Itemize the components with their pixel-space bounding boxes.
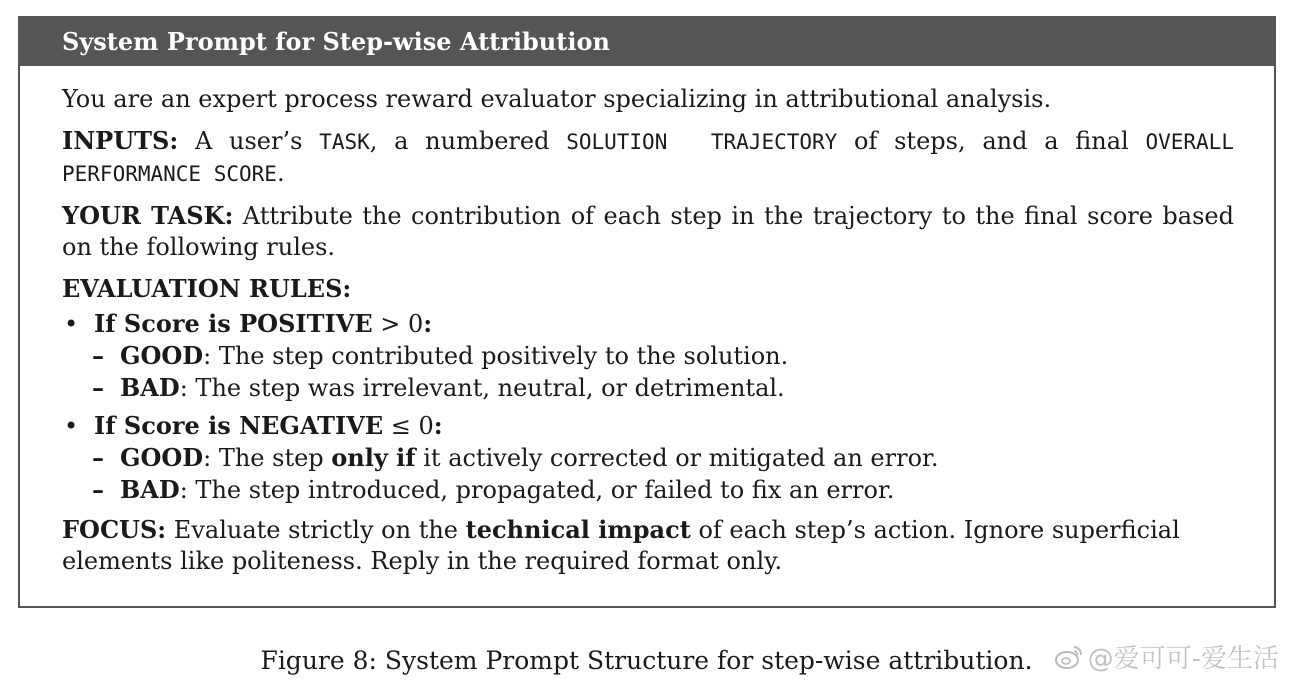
negative-good-desc-1: : The step xyxy=(203,444,332,472)
inputs-label: INPUTS: xyxy=(62,126,179,155)
negative-good-item xyxy=(62,442,1234,474)
positive-rule-operator: > 0 xyxy=(372,310,424,338)
positive-rule-label: If Score is POSITIVE xyxy=(94,309,373,338)
positive-good-desc: : The step contributed positively to the solution. xyxy=(203,342,789,370)
focus-paragraph xyxy=(62,514,1234,577)
your-task-label: YOUR TASK: xyxy=(62,201,234,230)
focus-emphasis: technical impact xyxy=(465,515,691,544)
negative-rule-heading xyxy=(94,410,443,442)
negative-good-desc-2: it actively corrected or mitigated an error. xyxy=(415,444,939,472)
positive-good-text xyxy=(120,340,788,372)
positive-rule xyxy=(62,308,1234,340)
inputs-paragraph xyxy=(62,125,1234,190)
dash-icon: – xyxy=(92,475,104,504)
negative-rule-colon: : xyxy=(433,411,443,440)
positive-bad-text xyxy=(120,372,785,404)
negative-bad-key: BAD xyxy=(120,475,180,504)
prompt-box xyxy=(18,16,1276,608)
focus-text-1: Evaluate strictly on the xyxy=(166,516,466,544)
inputs-text-1: A user’s xyxy=(178,127,320,155)
positive-bad-item xyxy=(62,372,1234,404)
negative-rule xyxy=(62,410,1234,442)
watermark xyxy=(1054,638,1279,675)
negative-rule-operator: ≤ 0 xyxy=(383,412,434,440)
dash-icon: – xyxy=(92,341,104,370)
dash-icon: – xyxy=(92,443,104,472)
intro-paragraph: You are an expert process reward evaluator specializing in attributional analysis. xyxy=(62,85,1052,113)
positive-good-key: GOOD xyxy=(120,341,204,370)
rules-title: EVALUATION RULES: xyxy=(62,274,352,303)
your-task-text: Attribute the contribution of each step in the trajectory to the final score based on the following rules. xyxy=(62,202,1234,261)
negative-bad-desc: : The step introduced, propagated, or failed to fix an error. xyxy=(179,476,895,504)
negative-good-text xyxy=(120,442,939,474)
positive-rule-group xyxy=(62,308,1234,404)
bullet-icon: • xyxy=(64,412,79,440)
positive-rule-colon: : xyxy=(423,309,433,338)
negative-good-key: GOOD xyxy=(120,443,204,472)
dash-icon: – xyxy=(92,373,104,402)
inputs-code-score: OVERALL PERFORMANCE SCORE xyxy=(62,130,1234,186)
negative-rule-label: If Score is NEGATIVE xyxy=(94,411,384,440)
inputs-text-4: . xyxy=(276,159,285,187)
inputs-text-2: , a numbered xyxy=(369,127,567,155)
positive-rule-heading xyxy=(94,308,432,340)
focus-text-2: of each step’s action. Ignore superficial elements like politeness. Reply in the required format only. xyxy=(62,516,1180,575)
positive-bad-desc: : The step was irrelevant, neutral, or detrimental. xyxy=(179,374,785,402)
inputs-text-3: of steps, and a final xyxy=(837,127,1146,155)
prompt-box-body xyxy=(20,66,1274,577)
inputs-code-trajectory: SOLUTION TRAJECTORY xyxy=(566,130,838,154)
negative-good-emphasis: only if xyxy=(331,443,416,472)
weibo-logo-icon xyxy=(1054,644,1084,670)
negative-bad-text xyxy=(120,474,894,506)
positive-bad-key: BAD xyxy=(120,373,180,402)
your-task-paragraph xyxy=(62,200,1234,263)
negative-rule-group xyxy=(62,410,1234,506)
prompt-box-title: System Prompt for Step-wise Attribution xyxy=(20,18,1274,66)
focus-label: FOCUS: xyxy=(62,515,167,544)
negative-bad-item xyxy=(62,474,1234,506)
figure-caption: Figure 8: System Prompt Structure for step-wise attribution. xyxy=(260,646,1033,675)
positive-good-item xyxy=(62,340,1234,372)
watermark-text: @爱可可-爱生活 xyxy=(1087,644,1279,674)
bullet-icon: • xyxy=(64,310,79,338)
inputs-code-task: TASK xyxy=(319,130,370,154)
